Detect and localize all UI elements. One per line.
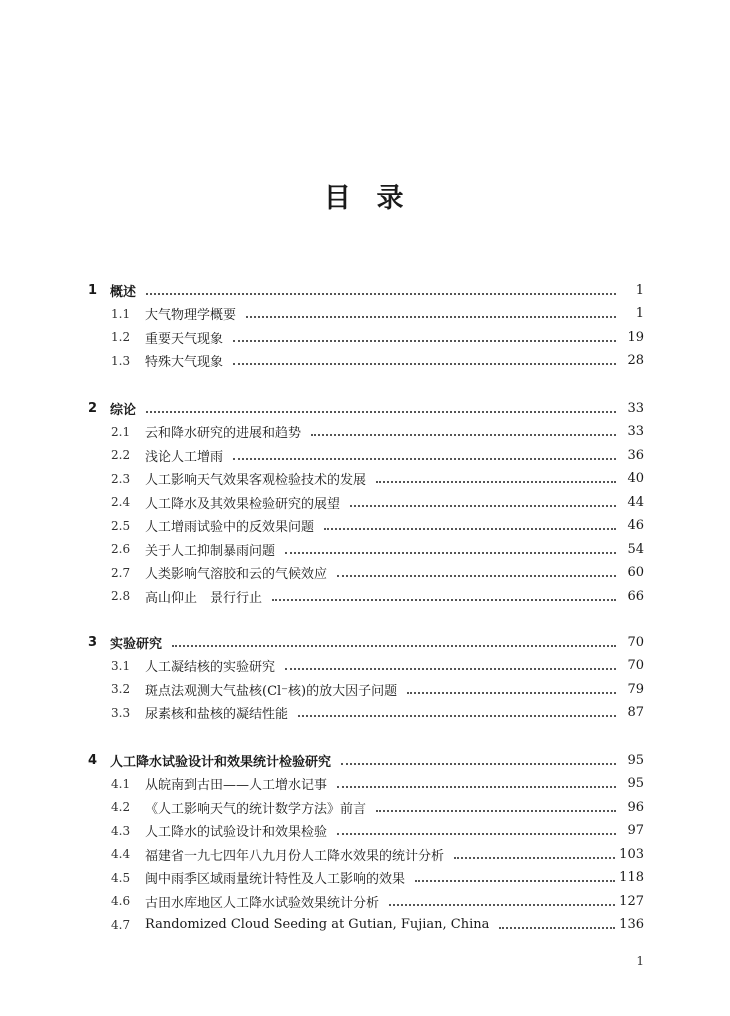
dot-leader: [341, 762, 616, 765]
entry-number: 2.8: [111, 589, 131, 603]
entry-page-number: 33: [627, 400, 644, 416]
entry-number: 4.5: [111, 870, 131, 885]
entry-title: 大气物理学概要: [145, 308, 237, 323]
entry-title: 实验研究: [110, 636, 163, 652]
entry-title: 关于人工抑制暴雨问题: [145, 543, 276, 559]
dot-leader: [389, 903, 615, 906]
dot-leader: [376, 480, 616, 483]
entry-number: 3.3: [111, 705, 131, 720]
entry-page-number: 60: [627, 565, 644, 580]
section-entry[interactable]: [111, 891, 644, 911]
dot-leader: [146, 410, 616, 413]
entry-page-number: 96: [627, 799, 644, 815]
dot-leader: [415, 879, 615, 882]
dot-leader: [376, 809, 616, 812]
entry-page-number: 97: [627, 823, 644, 838]
dot-leader: [337, 574, 616, 577]
entry-number: 1.2: [111, 330, 131, 344]
entry-number: 4.2: [111, 800, 131, 814]
entry-number: 3.2: [111, 682, 131, 696]
dot-leader: [233, 339, 616, 342]
entry-title: 《人工影响天气的统计数学方法》前言: [145, 801, 367, 817]
dot-leader: [311, 433, 616, 436]
entry-title: 人工降水的试验设计和效果检验: [145, 825, 328, 840]
section-entry[interactable]: [111, 868, 644, 888]
dot-leader: [324, 527, 616, 530]
entry-page-number: 33: [627, 424, 644, 439]
entry-page-number: 19: [627, 329, 644, 345]
entry-number: 3.1: [111, 658, 131, 673]
dot-leader: [172, 644, 616, 647]
section-entry[interactable]: [111, 915, 644, 935]
entry-number: 4.3: [111, 823, 131, 838]
entry-title: 福建省一九七四年八九月份人工降水效果的统计分析: [145, 848, 445, 864]
entry-number: 1.3: [111, 353, 131, 368]
entry-number: 2.6: [111, 542, 131, 556]
entry-page-number: 103: [619, 846, 644, 862]
page-number: 1: [636, 954, 644, 968]
entry-number: 2.1: [111, 424, 131, 439]
section-entry[interactable]: [111, 797, 644, 817]
entry-page-number: 46: [627, 518, 644, 533]
entry-page-number: 36: [627, 447, 644, 463]
section-entry[interactable]: [111, 563, 644, 583]
entry-number: 2.2: [111, 448, 131, 462]
entry-title: 人工影响天气效果客观检验技术的发展: [145, 473, 367, 488]
entry-title: Randomized Cloud Seeding at Gutian, Fujian, China: [145, 917, 490, 932]
chapter-entry[interactable]: [88, 750, 644, 770]
section-entry[interactable]: [111, 821, 644, 841]
dot-leader: [233, 457, 616, 460]
dot-leader: [285, 551, 616, 554]
entry-title: 综论: [110, 402, 137, 418]
dot-leader: [285, 667, 616, 670]
section-entry[interactable]: [111, 679, 644, 699]
chapter-entry[interactable]: [88, 398, 644, 418]
dot-leader: [298, 714, 616, 717]
section-entry[interactable]: [111, 656, 644, 676]
section-entry[interactable]: [111, 844, 644, 864]
entry-number: 4.6: [111, 894, 131, 908]
entry-title: 尿素核和盐核的凝结性能: [145, 707, 289, 722]
entry-title: 高山仰止 景行行止: [145, 590, 263, 606]
dot-leader: [146, 292, 616, 295]
section-entry[interactable]: [111, 469, 644, 489]
entry-page-number: 28: [627, 353, 644, 368]
dot-leader: [246, 315, 616, 318]
entry-page-number: 127: [619, 893, 644, 909]
entry-title: 从皖南到古田——人工增水记事: [145, 778, 328, 793]
entry-page-number: 44: [627, 494, 644, 510]
entry-page-number: 1: [635, 282, 644, 298]
entry-page-number: 95: [627, 752, 644, 768]
chapter-entry[interactable]: [88, 632, 644, 652]
entry-title: 人工降水及其效果检验研究的展望: [145, 496, 341, 512]
entry-number: 2.5: [111, 518, 131, 533]
entry-number: 4.7: [111, 917, 131, 932]
entry-page-number: 95: [627, 776, 644, 791]
section-entry[interactable]: [111, 445, 644, 465]
entry-page-number: 87: [627, 705, 644, 720]
entry-title: 斑点法观测大气盐核(Cl⁻核)的放大因子问题: [145, 683, 398, 699]
entry-number: 4: [88, 752, 98, 768]
entry-page-number: 66: [627, 588, 644, 604]
entry-page-number: 70: [627, 634, 644, 650]
entry-page-number: 40: [627, 471, 644, 486]
entry-page-number: 70: [627, 658, 644, 673]
entry-number: 1.1: [111, 306, 131, 321]
entry-page-number: 1: [635, 306, 644, 321]
entry-title: 人工降水试验设计和效果统计检验研究: [110, 754, 332, 770]
dot-leader: [272, 598, 616, 601]
entry-page-number: 54: [627, 541, 644, 557]
dot-leader: [454, 856, 615, 859]
section-entry[interactable]: [111, 304, 644, 324]
page-title: 目 录: [323, 183, 407, 214]
entry-page-number: 118: [619, 870, 644, 885]
entry-title: 云和降水研究的进展和趋势: [145, 426, 302, 441]
section-entry[interactable]: [111, 774, 644, 794]
section-entry[interactable]: [111, 516, 644, 536]
entry-title: 闽中雨季区域雨量统计特性及人工影响的效果: [145, 872, 406, 887]
entry-number: 3: [88, 634, 98, 650]
dot-leader: [337, 785, 616, 788]
entry-title: 特殊大气现象: [145, 355, 224, 370]
dot-leader: [337, 832, 616, 835]
section-entry[interactable]: [111, 492, 644, 512]
entry-title: 人工增雨试验中的反效果问题: [145, 520, 315, 535]
entry-title: 古田水库地区人工降水试验效果统计分析: [145, 895, 380, 911]
entry-number: 2: [88, 400, 98, 416]
entry-title: 概述: [110, 284, 137, 300]
section-entry[interactable]: [111, 422, 644, 442]
dot-leader: [233, 362, 616, 365]
entry-number: 1: [88, 282, 98, 298]
chapter-entry[interactable]: [88, 280, 644, 300]
entry-title: 浅论人工增雨: [145, 449, 224, 465]
entry-number: 4.4: [111, 847, 131, 861]
dot-leader: [499, 926, 615, 929]
entry-title: 人工凝结核的实验研究: [145, 660, 276, 675]
section-entry[interactable]: [111, 327, 644, 347]
dot-leader: [350, 504, 616, 507]
entry-page-number: 79: [627, 681, 644, 697]
entry-title: 人类影响气溶胶和云的气候效应: [145, 567, 328, 582]
section-entry[interactable]: [111, 351, 644, 371]
entry-number: 4.1: [111, 776, 131, 791]
entry-number: 2.4: [111, 495, 131, 509]
entry-number: 2.7: [111, 565, 131, 580]
dot-leader: [407, 691, 616, 694]
section-entry[interactable]: [111, 703, 644, 723]
entry-title: 重要天气现象: [145, 331, 224, 347]
entry-number: 2.3: [111, 471, 131, 486]
section-entry[interactable]: [111, 539, 644, 559]
entry-page-number: 136: [619, 917, 644, 932]
section-entry[interactable]: [111, 586, 644, 606]
